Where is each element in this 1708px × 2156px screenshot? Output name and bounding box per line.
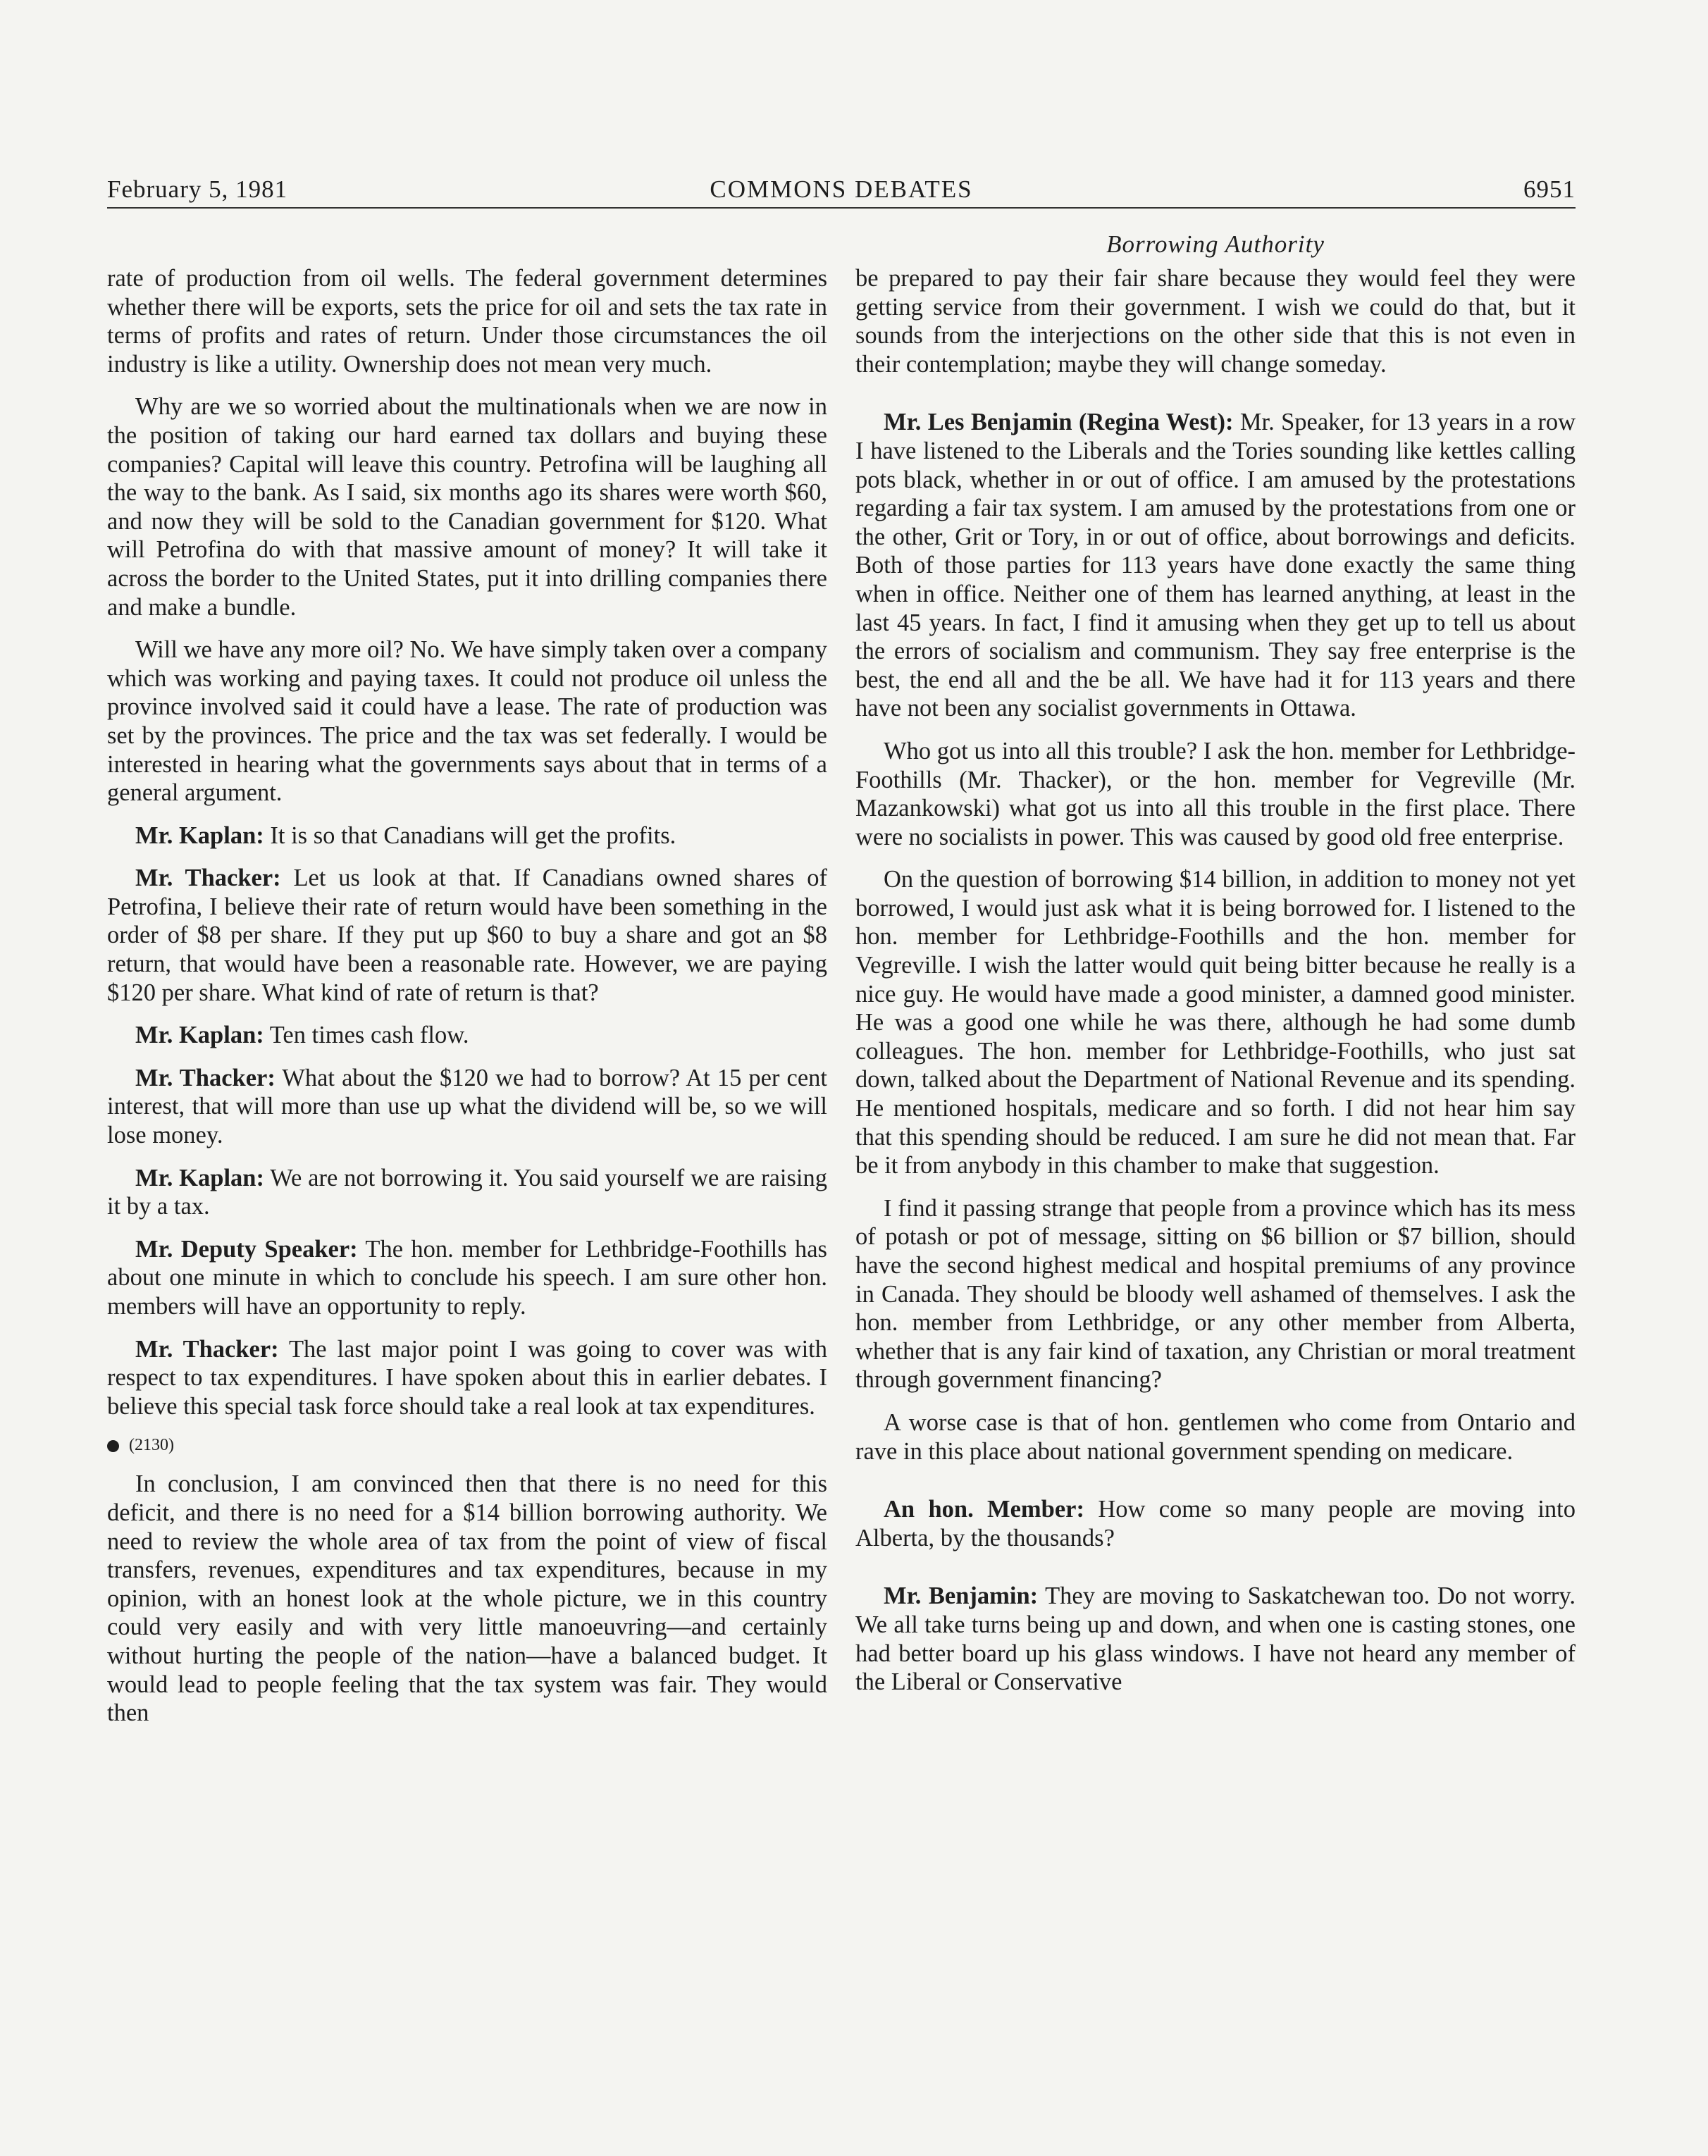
speaker-name: Mr. Thacker: <box>135 865 281 892</box>
paragraph: A worse case is that of hon. gentlemen who come from Ontario and rave in this place about national government spending on medicare. <box>855 1408 1576 1465</box>
speech-text: The last major point I was going to cover was with respect to tax expenditures. I have spoken about this in earlier debates. I believe this special task force should take a real look at tax expenditures. <box>107 1335 827 1420</box>
paragraph: Why are we so worried about the multinationals when we are now in the position of taking our hard earned tax dollars and buying these companies? Capital will leave this country. Petrofina will be laughing all the way to the bank. As I said, six months ago its shares were worth $60, and now they will be sold to the Canadian government for $120. What will Petrofina do with that massive amount of money? It will take it across the border to the United States, put it into drilling companies there and make a bundle. <box>107 393 827 621</box>
bullet-icon <box>107 1440 119 1452</box>
speech-text: Mr. Speaker, for 13 years in a row I have listened to the Liberals and the Tories sounding like kettles calling pots black, whether in or out of office. I am amused by the protestations regarding a fair tax system. I am amused by the protestations from one or the other, Grit or Tory, in or out of office, about borrowings and deficits. Both of those parties for 113 years have done exactly the same thing when in office. Neither one of them has learned anything, at least in the last 45 years. In fact, I find it amusing when they get up to tell us about the errors of socialism and communism. They say free enterprise is the best, the end all and the be all. We have had it for 113 years and there have not been any socialist governments in Ottawa. <box>855 409 1576 722</box>
page-header <box>107 172 1576 207</box>
paragraph: Who got us into all this trouble? I ask the hon. member for Lethbridge-Foothills (Mr. Thacker), or the hon. member for Vegreville (Mr. Mazankowski) what got us into all this trouble in the first place. There were no socialists in power. This was caused by good old free enterprise. <box>855 737 1576 850</box>
speech-text: Ten times cash flow. <box>264 1022 469 1049</box>
speech-paragraph <box>107 1235 827 1321</box>
right-column <box>855 264 1576 1711</box>
paragraph: be prepared to pay their fair share because they would feel they were getting service from their government. I wish we could do that, but it sounds from the interjections on the other side that this is not even in their contemplation; maybe they will change someday. <box>855 265 1576 378</box>
speech-text: They are moving to Saskatchewan too. Do not worry. We all take turns being up and down, and when one is casting stones, one had better board up his glass windows. I have not heard any member of the Liberal or Conservative <box>855 1582 1576 1696</box>
speech-paragraph <box>107 822 827 850</box>
speaker-name: Mr. Benjamin: <box>884 1582 1039 1610</box>
header-page-number: 6951 <box>1523 175 1576 203</box>
speech-paragraph <box>855 408 1576 723</box>
paragraph: On the question of borrowing $14 billion, in addition to money not yet borrowed, I would just ask what it is being borrowed for. I listened to the hon. member for Lethbridge-Foothills and the hon. member for Vegreville. I wish the latter would quit being bitter because he really is a nice guy. He would have made a good minister, a damned good minister. He was a good one while he was there, although he had some dumb colleagues. The hon. member for Lethbridge-Foothills, who just sat down, talked about the Department of National Revenue and its spending. He mentioned hospitals, medicare and so forth. I did not hear him say that this spending should be reduced. I am sure he did not mean that. Far be it from anybody in this chamber to make that suggestion. <box>855 866 1576 1179</box>
speech-paragraph <box>107 1164 827 1221</box>
speaker-name: Mr. Kaplan: <box>135 1164 264 1191</box>
speech-paragraph <box>855 1495 1576 1552</box>
speech-paragraph <box>855 1582 1576 1696</box>
left-column <box>107 264 827 1742</box>
timestamp-text: (2130) <box>129 1436 174 1455</box>
speaker-name: Mr. Thacker: <box>135 1335 279 1363</box>
speech-paragraph <box>107 1335 827 1421</box>
header-rule <box>107 207 1576 209</box>
speech-text: How come so many people are moving into Alberta, by the thousands? <box>855 1496 1576 1551</box>
speaker-name: Mr. Kaplan: <box>135 822 264 849</box>
header-publication-title: COMMONS DEBATES <box>710 175 973 203</box>
speech-text: The hon. member for Lethbridge-Foothills has about one minute in which to conclude his speech. I am sure other hon. members will have an opportunity to reply. <box>107 1235 827 1320</box>
timestamp-marker <box>107 1435 827 1456</box>
paragraph: In conclusion, I am convinced then that there is no need for this deficit, and there is no need for a $14 billion borrowing authority. We need to review the whole area of tax from the point of view of fiscal transfers, revenues, expenditures and tax expenditures, because in my opinion, with an honest look at the whole picture, we in this country could very easily and with very little manoeuvring—and certainly without hurting the people of the nation—have a balanced budget. It would lead to people feeling that the tax system was fair. They would then <box>107 1470 827 1727</box>
speech-text: Let us look at that. If Canadians owned shares of Petrofina, I believe their rate of return would have been something in the order of $8 per share. If they put up $60 to buy a share and got an $8 return, that would have been a reasonable rate. However, we are paying $120 per share. What kind of rate of return is that? <box>107 865 827 1006</box>
paragraph: I find it passing strange that people from a province which has its mess of potash or pot of message, sitting on $6 billion or $7 billion, should have the second highest medical and hospital premiums of any province in Canada. They should be bloody well ashamed of themselves. I ask the hon. member from Lethbridge, or any other member from Alberta, whether that is any fair kind of taxation, any Christian or moral treatment through government financing? <box>855 1194 1576 1394</box>
speech-paragraph <box>107 864 827 1007</box>
speaker-name: Mr. Les Benjamin (Regina West): <box>884 409 1234 436</box>
speech-text: We are not borrowing it. You said yourself we are raising it by a tax. <box>107 1164 827 1220</box>
section-title: Borrowing Authority <box>1106 230 1325 258</box>
speaker-name: Mr. Kaplan: <box>135 1022 264 1049</box>
paragraph: rate of production from oil wells. The federal government determines whether there will be exports, sets the price for oil and sets the tax rate in terms of profits and rates of return. Under those circumstances the oil industry is like a utility. Ownership does not mean very much. <box>107 265 827 378</box>
paragraph: Will we have any more oil? No. We have simply taken over a company which was working and paying taxes. It could not produce oil unless the province involved said it could have a lease. The rate of production was set by the provinces. The price and the tax was set federally. I would be interested in hearing what the governments says about that in terms of a general argument. <box>107 636 827 807</box>
header-date: February 5, 1981 <box>107 175 288 203</box>
speaker-name: An hon. Member: <box>884 1496 1084 1523</box>
speech-paragraph <box>107 1064 827 1150</box>
speaker-name: Mr. Thacker: <box>135 1064 276 1091</box>
speech-paragraph <box>107 1021 827 1050</box>
speaker-name: Mr. Deputy Speaker: <box>135 1235 358 1263</box>
speech-text: It is so that Canadians will get the profits. <box>264 822 676 849</box>
speech-text: What about the $120 we had to borrow? At 15 per cent interest, that will more than use up what the dividend will be, so we will lose money. <box>107 1064 827 1149</box>
